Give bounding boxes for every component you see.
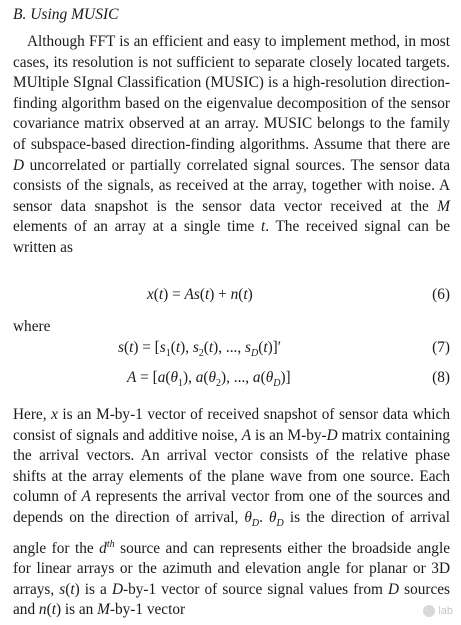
equation-8-formula: $A = [a(\theta_1)$, $a(\theta_2)$, ..., $a(\theta_D)$]: [127, 369, 291, 390]
where-label: where: [13, 318, 51, 335]
equation-7-number: (7): [432, 339, 450, 356]
equation-7: [13, 339, 450, 361]
explanation-paragraph: Here, x is an M-by-1 vector of received snapshot of sensor data which consist of signals and additive noise, A is an M-by-D matrix containing the arrival vectors. An arrival vector consists of the relative phase shifts at the array elements of the plane wave from one source. Each column of A represents the arrival vector from one of the sources and depends on the direction of arrival, $\theta_D$. $\theta_D$ is the direction of arrival angle for the $d^{th}$ source and can represents either the broadside angle for linear arrays or the azimuth and elevation angle for planar or 3D arrays, s(t) is a D-by-1 vector of source signal values from D sources and n(t) is an M-by-1 vector: [13, 406, 450, 619]
equation-8-number: (8): [432, 369, 450, 386]
equation-7-formula: $s(t) = [s_1(t)$, $s_2(t)$, ..., $s_D(t)]'$: [118, 339, 282, 360]
watermark-text: lab: [438, 605, 453, 617]
equation-6-number: (6): [432, 286, 450, 303]
intro-paragraph: Although FFT is an efficient and easy to implement method, in most cases, its resolution is not sufficient to separate closely located targets. MUltiple SIgnal Classification (MUSIC) is a high-resolution direction-finding algorithm based on the eigenvalue decomposition of the sensor covariance matrix observed at an array. MUSIC belongs to the family of subspace-based direction-finding algorithms. Assume that there are D uncorrelated or partially correlated signal sources. The sensor data consists of the signals, as received at the array, together with noise. A sensor data snapshot is the sensor data vector received at the M elements of an array at a single time t. The received signal can be written as: [13, 33, 450, 256]
section-title: B. Using MUSIC: [13, 6, 119, 23]
watermark: [423, 605, 453, 617]
equation-8: [13, 369, 450, 391]
watermark-logo-icon: [423, 605, 435, 617]
equation-6-formula: x(t) = As(t) + n(t): [147, 286, 253, 303]
equation-6: [13, 286, 450, 308]
